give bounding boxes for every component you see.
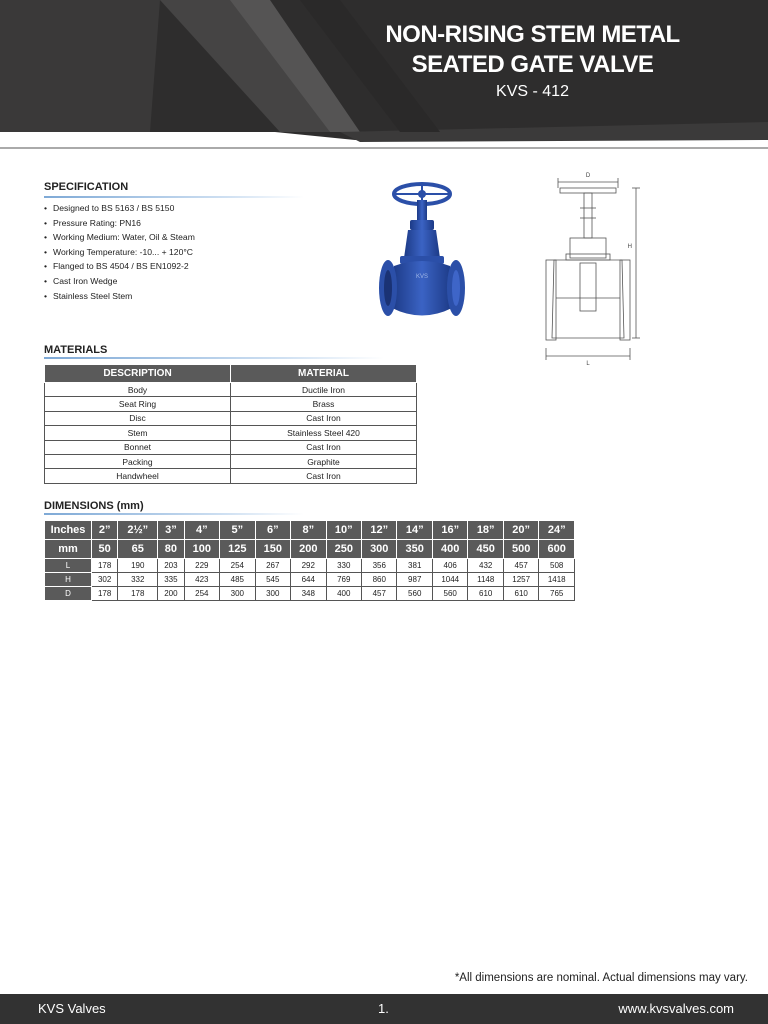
material-part: Body	[45, 383, 231, 397]
dimension-cell: 860	[362, 573, 397, 587]
dimensions-inches-row	[45, 521, 575, 540]
specification-underline	[44, 196, 304, 198]
mm-size: 150	[255, 540, 290, 559]
dimension-cell: 485	[220, 573, 255, 587]
dimension-cell: 560	[397, 587, 432, 601]
spec-item: • Stainless Steel Stem	[44, 289, 195, 304]
dimension-cell: 267	[255, 559, 290, 573]
dimension-cell: 178	[92, 587, 118, 601]
mm-size: 65	[118, 540, 158, 559]
dimensions-mm-row	[45, 540, 575, 559]
inch-size: 24”	[539, 521, 575, 540]
dimension-cell: 332	[118, 573, 158, 587]
table-row	[45, 573, 575, 587]
mm-label: mm	[45, 540, 92, 559]
page-number: 1.	[378, 1001, 389, 1016]
drawing-label-d: D	[585, 173, 591, 179]
dimension-cell: 560	[432, 587, 467, 601]
mm-size: 80	[158, 540, 184, 559]
material-part: Disc	[45, 411, 231, 425]
dimension-cell: 1148	[468, 573, 503, 587]
inch-size: 20”	[503, 521, 538, 540]
dimension-cell: 765	[539, 587, 575, 601]
dimension-cell: 200	[158, 587, 184, 601]
dimension-cell: 330	[326, 559, 361, 573]
dimension-cell: 1418	[539, 573, 575, 587]
specification-heading: SPECIFICATION	[44, 181, 129, 193]
materials-underline	[44, 357, 384, 359]
inch-size: 3”	[158, 521, 184, 540]
photo-brand-mark: KVS	[415, 274, 429, 280]
row-label: H	[45, 573, 92, 587]
dimension-cell: 1044	[432, 573, 467, 587]
dimension-cell: 457	[362, 587, 397, 601]
dimension-cell: 348	[291, 587, 326, 601]
spec-item: • Working Temperature: -10... + 120°C	[44, 245, 195, 260]
dimension-cell: 300	[220, 587, 255, 601]
dimension-cell: 432	[468, 559, 503, 573]
footer-company: KVS Valves	[38, 1001, 106, 1016]
table-row	[45, 440, 417, 454]
dimension-cell: 229	[184, 559, 219, 573]
table-row	[45, 587, 575, 601]
dimension-cell: 987	[397, 573, 432, 587]
inch-size: 8”	[291, 521, 326, 540]
table-row	[45, 469, 417, 483]
dimension-cell: 300	[255, 587, 290, 601]
dimension-cell: 423	[184, 573, 219, 587]
material-value: Cast Iron	[231, 411, 417, 425]
valve-photo	[372, 178, 472, 338]
material-part: Stem	[45, 426, 231, 440]
material-part: Seat Ring	[45, 397, 231, 411]
mm-size: 350	[397, 540, 432, 559]
table-row	[45, 411, 417, 425]
valve-technical-drawing	[540, 168, 640, 368]
dimension-cell: 508	[539, 559, 575, 573]
dimension-cell: 381	[397, 559, 432, 573]
spec-item: • Pressure Rating: PN16	[44, 216, 195, 231]
spec-item: • Working Medium: Water, Oil & Steam	[44, 230, 195, 245]
inch-size: 4”	[184, 521, 219, 540]
row-label: D	[45, 587, 92, 601]
drawing-label-l: L	[586, 361, 590, 367]
dimensions-note: *All dimensions are nominal. Actual dimensions may vary.	[454, 972, 748, 984]
table-row	[45, 559, 575, 573]
dimension-cell: 254	[184, 587, 219, 601]
table-row	[45, 426, 417, 440]
inch-size: 18”	[468, 521, 503, 540]
page-title: NON-RISING STEM METAL SEATED GATE VALVE	[385, 21, 680, 78]
materials-heading: MATERIALS	[44, 344, 108, 356]
material-part: Packing	[45, 454, 231, 468]
material-part: Bonnet	[45, 440, 231, 454]
dimension-cell: 178	[118, 587, 158, 601]
materials-header-row	[45, 365, 417, 383]
dimension-cell: 545	[255, 573, 290, 587]
material-value: Graphite	[231, 454, 417, 468]
mm-size: 250	[326, 540, 361, 559]
mm-size: 300	[362, 540, 397, 559]
material-value: Brass	[231, 397, 417, 411]
mm-size: 400	[432, 540, 467, 559]
dimension-cell: 190	[118, 559, 158, 573]
dimension-cell: 400	[326, 587, 361, 601]
inches-label: Inches	[45, 521, 92, 540]
dimension-cell: 292	[291, 559, 326, 573]
mm-size: 125	[220, 540, 255, 559]
mm-size: 600	[539, 540, 575, 559]
material-value: Ductile Iron	[231, 383, 417, 397]
dimension-cell: 254	[220, 559, 255, 573]
dimension-cell: 335	[158, 573, 184, 587]
model-number: KVS - 412	[496, 83, 569, 100]
table-row	[45, 383, 417, 397]
inch-size: 5”	[220, 521, 255, 540]
mm-size: 50	[92, 540, 118, 559]
materials-col-description: DESCRIPTION	[45, 365, 231, 383]
dimension-cell: 406	[432, 559, 467, 573]
inch-size: 14”	[397, 521, 432, 540]
dimension-cell: 203	[158, 559, 184, 573]
mm-size: 200	[291, 540, 326, 559]
spec-item: • Designed to BS 5163 / BS 5150	[44, 201, 195, 216]
dimensions-heading: DIMENSIONS (mm)	[44, 500, 144, 512]
inch-size: 12”	[362, 521, 397, 540]
inch-size: 16”	[432, 521, 467, 540]
mm-size: 450	[468, 540, 503, 559]
dimension-cell: 644	[291, 573, 326, 587]
dimension-cell: 356	[362, 559, 397, 573]
table-row	[45, 397, 417, 411]
table-row	[45, 454, 417, 468]
dimension-cell: 610	[503, 587, 538, 601]
spec-item: • Flanged to BS 4504 / BS EN1092-2	[44, 259, 195, 274]
row-label: L	[45, 559, 92, 573]
inch-size: 10”	[326, 521, 361, 540]
dimensions-table	[44, 520, 575, 601]
material-value: Stainless Steel 420	[231, 426, 417, 440]
material-value: Cast Iron	[231, 440, 417, 454]
materials-table	[44, 364, 417, 484]
dimension-cell: 769	[326, 573, 361, 587]
dimension-cell: 457	[503, 559, 538, 573]
specification-list	[44, 201, 195, 303]
material-part: Handwheel	[45, 469, 231, 483]
page-footer	[0, 994, 768, 1024]
dimension-cell: 302	[92, 573, 118, 587]
inch-size: 2½”	[118, 521, 158, 540]
inch-size: 6”	[255, 521, 290, 540]
header-title-block	[370, 20, 695, 102]
footer-website-link[interactable]: www.kvsvalves.com	[618, 1001, 734, 1016]
materials-col-material: MATERIAL	[231, 365, 417, 383]
mm-size: 100	[184, 540, 219, 559]
drawing-label-h: H	[627, 244, 632, 250]
dimension-cell: 178	[92, 559, 118, 573]
dimension-cell: 1257	[503, 573, 538, 587]
spec-item: • Cast Iron Wedge	[44, 274, 195, 289]
material-value: Cast Iron	[231, 469, 417, 483]
inch-size: 2”	[92, 521, 118, 540]
mm-size: 500	[503, 540, 538, 559]
page-header	[0, 0, 768, 160]
dimension-cell: 610	[468, 587, 503, 601]
dimensions-underline	[44, 513, 304, 515]
